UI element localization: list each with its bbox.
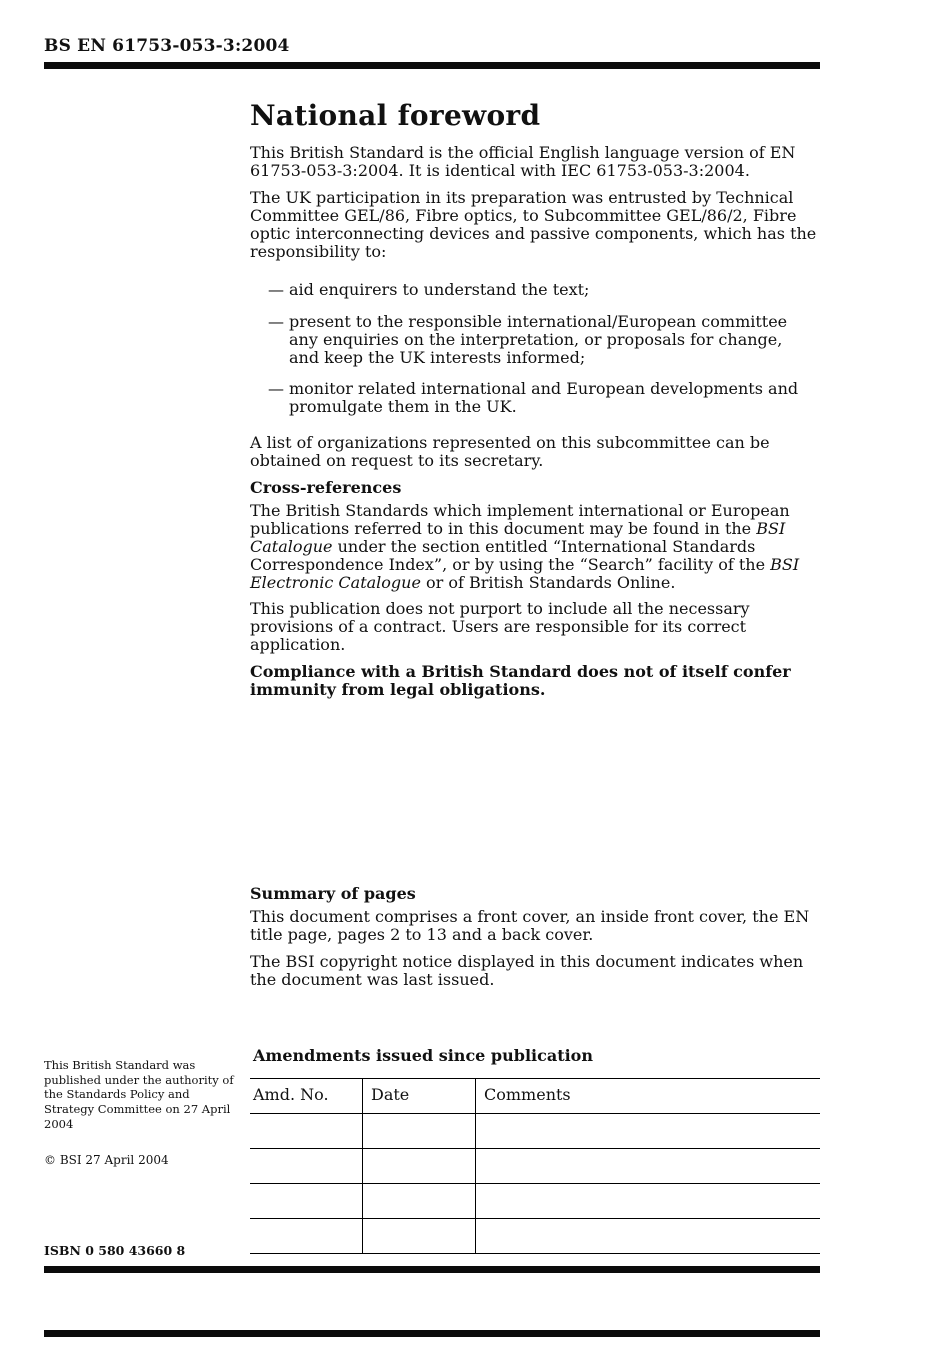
table-cell-empty	[475, 1219, 820, 1253]
table-cell-empty	[362, 1149, 475, 1183]
table-cell-empty	[362, 1184, 475, 1218]
list-item	[250, 380, 822, 416]
table-cell-empty	[250, 1149, 362, 1183]
bullet-dash: —	[268, 379, 284, 399]
cross-ref-text: or of British Standards Online.	[420, 572, 676, 592]
document-number: BS EN 61753-053-3:2004	[44, 36, 290, 56]
table-cell-empty	[362, 1114, 475, 1148]
header-rule	[44, 62, 820, 69]
table-cell-empty	[362, 1219, 475, 1253]
list-item-text: monitor related international and European developments and promulgate them in the UK.	[289, 379, 799, 417]
table-cell-empty	[250, 1219, 362, 1253]
paragraph-cross-references	[250, 502, 822, 592]
table-cell-empty	[475, 1184, 820, 1218]
paragraph-copyright-notice: The BSI copyright notice displayed in this document indicates when the document was last issued.	[250, 951, 804, 989]
isbn-number: ISBN 0 580 43660 8	[44, 1243, 186, 1258]
table-cell-empty	[250, 1114, 362, 1148]
column-header-amd-no: Amd. No.	[253, 1085, 329, 1104]
responsibility-list	[250, 281, 822, 416]
amendments-section	[250, 1046, 820, 1254]
list-item	[250, 281, 822, 299]
cross-references-heading: Cross-references	[250, 478, 402, 498]
table-row	[250, 1184, 820, 1219]
bullet-dash: —	[268, 311, 284, 331]
column-header-comments: Comments	[475, 1079, 820, 1113]
paragraph-participation: The UK participation in its preparation was entrusted by Technical Committee GEL/86, Fibre optics, to Subcommittee GEL/86/2, Fibre optic interconnecting devices and passive components, which has the responsibility to:	[250, 188, 817, 261]
bullet-dash: —	[268, 279, 284, 299]
table-row	[250, 1114, 820, 1149]
table-row	[250, 1219, 820, 1254]
paragraph-compliance: Compliance with a British Standard does not of itself confer immunity from legal obligations.	[250, 662, 791, 700]
table-cell-empty	[475, 1149, 820, 1183]
column-header-date: Date	[362, 1079, 475, 1113]
footer-rule-lower	[44, 1330, 820, 1337]
footer-rule-upper	[44, 1266, 820, 1273]
list-item-text: aid enquirers to understand the text;	[289, 279, 590, 299]
paragraph-organizations: A list of organizations represented on this subcommittee can be obtained on request to its secretary.	[250, 433, 770, 471]
copyright-line: © BSI 27 April 2004	[44, 1153, 169, 1167]
table-row	[250, 1149, 820, 1184]
summary-of-pages-heading: Summary of pages	[250, 884, 416, 904]
bsi-electronic-catalogue-title: BSI Electronic Catalogue	[250, 554, 800, 592]
bsi-catalogue-title: BSI Catalogue	[250, 518, 786, 556]
paragraph-version: This British Standard is the official English language version of EN 61753-053-3:2004. It is identical with IEC 61753-053-3:2004.	[250, 143, 796, 181]
paragraph-summary-pages: This document comprises a front cover, an inside front cover, the EN title page, pages 2 to 13 and a back cover.	[250, 906, 810, 944]
page-title: National foreword	[250, 99, 541, 132]
table-cell-empty	[250, 1184, 362, 1218]
cross-ref-text: under the section entitled “International Standards Correspondence Index”, or by using the “Search” facility of the	[250, 536, 771, 574]
table-header-row	[250, 1079, 820, 1114]
amendments-heading: Amendments issued since publication	[253, 1046, 593, 1065]
amendments-table	[250, 1078, 820, 1254]
table-cell-empty	[475, 1114, 820, 1148]
paragraph-contract: This publication does not purport to include all the necessary provisions of a contract. Users are responsible for its correct application.	[250, 599, 750, 655]
foreword-section	[250, 100, 822, 998]
cross-ref-text: The British Standards which implement international or European publications referred to in this document may be found in the	[250, 500, 790, 538]
list-item	[250, 313, 822, 367]
list-item-text: present to the responsible international/European committee any enquiries on the interpretation, or proposals for change, and keep the UK interests informed;	[289, 311, 788, 367]
authority-note: This British Standard was published under the authority of the Standards Policy and Strategy Committee on 27 April 2004	[44, 1058, 234, 1131]
